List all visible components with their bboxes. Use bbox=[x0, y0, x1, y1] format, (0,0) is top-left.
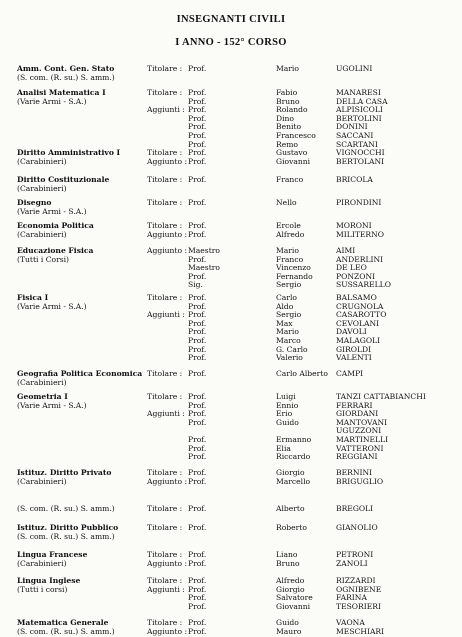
teacher-first-name: Mario bbox=[276, 327, 299, 337]
subject-name: Istituz. Diritto Pubblico bbox=[17, 523, 119, 532]
teacher-first-name: Gustavo bbox=[276, 148, 308, 157]
subject-section: (Carabinieri) bbox=[17, 230, 67, 239]
teacher-role: Titolare : bbox=[147, 148, 183, 157]
teacher-title: Prof. bbox=[188, 452, 207, 462]
subject-section: (Varie Armi - S.A.) bbox=[17, 97, 87, 106]
teacher-last-name: GIANOLIO bbox=[336, 523, 378, 532]
subject-section: (S. com. (R. su.) S. amm.) bbox=[17, 532, 115, 541]
teacher-first-name: Luigi bbox=[276, 392, 296, 401]
teacher-title: Prof. bbox=[188, 336, 207, 345]
teacher-last-name: MANARESI bbox=[336, 88, 381, 97]
teacher-last-name: ALPISICOLI bbox=[336, 105, 383, 115]
teacher-role: Aggiunti : bbox=[147, 409, 185, 419]
teacher-last-name: REGGIANI bbox=[336, 452, 378, 462]
teacher-role: Titolare : bbox=[147, 175, 183, 184]
teacher-last-name: VAONA bbox=[336, 618, 365, 627]
teacher-title: Prof. bbox=[188, 344, 207, 354]
teacher-last-name: FERRARI bbox=[336, 400, 373, 410]
teacher-last-name: GIROLDI bbox=[336, 344, 372, 354]
subject-name: Geografia Politica Economica bbox=[17, 369, 143, 378]
teacher-first-name: Erio bbox=[276, 409, 293, 419]
teacher-title: Prof. bbox=[188, 271, 207, 281]
teacher-last-name: BERNINI bbox=[336, 468, 373, 477]
teacher-first-name: Franco bbox=[276, 254, 304, 264]
teacher-last-name: BRIGUGLIO bbox=[336, 476, 384, 486]
teacher-first-name: Alfredo bbox=[276, 576, 305, 585]
subject-section: (Carabinieri) bbox=[17, 184, 67, 193]
teacher-first-name: Giorgio bbox=[276, 468, 305, 477]
teacher-first-name: Sergio bbox=[276, 280, 302, 290]
teacher-title: Prof. bbox=[188, 156, 207, 166]
teacher-title: Prof. bbox=[188, 175, 207, 184]
teacher-title: Prof. bbox=[188, 301, 207, 311]
subject-section: (Carabinieri) bbox=[17, 477, 67, 486]
teacher-role: Aggiunto : bbox=[147, 626, 188, 636]
teacher-last-name: MANTOVANI bbox=[336, 417, 388, 427]
teacher-first-name: Salvatore bbox=[276, 593, 313, 603]
teacher-title: Prof. bbox=[188, 593, 207, 603]
teacher-last-name: VATTERONI bbox=[336, 443, 384, 453]
teacher-title: Prof. bbox=[188, 626, 207, 636]
teacher-last-name: FARINA bbox=[336, 593, 367, 603]
teacher-first-name: Valerio bbox=[276, 353, 303, 363]
page-title: INSEGNANTI CIVILI bbox=[176, 14, 286, 25]
teacher-first-name: Francesco bbox=[276, 131, 316, 140]
teacher-first-name: Alberto bbox=[276, 504, 305, 513]
teacher-title: Prof. bbox=[188, 576, 207, 585]
teacher-last-name: BALSAMO bbox=[336, 293, 377, 302]
subject-section: (Tutti i corsi) bbox=[17, 585, 68, 594]
subject-name: Istituz. Diritto Privato bbox=[17, 468, 112, 477]
teacher-role: Aggiunto : bbox=[147, 476, 188, 486]
teacher-last-name: VALENTI bbox=[336, 353, 372, 363]
subject-name: Lingua Francese bbox=[17, 550, 88, 559]
subject-section: (Varie Armi - S.A.) bbox=[17, 302, 87, 311]
teacher-title: Prof. bbox=[188, 392, 207, 401]
teacher-title: Prof. bbox=[188, 443, 207, 453]
teacher-title: Prof. bbox=[188, 64, 207, 73]
teacher-title: Prof. bbox=[188, 409, 207, 419]
teacher-first-name: Marcello bbox=[276, 476, 311, 486]
teacher-last-name: MILITERNO bbox=[336, 229, 385, 239]
teacher-first-name: Rolando bbox=[276, 105, 308, 115]
teacher-first-name: G. Carlo bbox=[276, 344, 308, 354]
subject-name: Educazione Fisica bbox=[17, 246, 94, 255]
teacher-last-name: MALAGOLI bbox=[336, 336, 381, 345]
teacher-last-name: UGOLINI bbox=[336, 64, 373, 73]
teacher-title: Prof. bbox=[188, 601, 207, 611]
teacher-first-name: Roberto bbox=[276, 523, 307, 532]
subject-section: (S. com. (R. su.) S. amm.) bbox=[17, 627, 115, 636]
teacher-title: Prof. bbox=[188, 523, 207, 532]
teacher-last-name: DAVOLI bbox=[336, 327, 367, 337]
teacher-last-name: DE LEO bbox=[336, 263, 367, 273]
teacher-title: Prof. bbox=[188, 139, 207, 149]
subject-name: Analisi Matematica I bbox=[17, 88, 106, 97]
teacher-title: Prof. bbox=[188, 113, 207, 123]
teacher-last-name: MORONI bbox=[336, 221, 372, 230]
teacher-role: Titolare : bbox=[147, 618, 183, 627]
teacher-title: Prof. bbox=[188, 88, 207, 97]
teacher-title: Prof. bbox=[188, 310, 207, 320]
teacher-first-name: Bruno bbox=[276, 558, 300, 568]
teacher-first-name: Mauro bbox=[276, 626, 302, 636]
subject-section: (Carabinieri) bbox=[17, 378, 67, 387]
teacher-last-name: GIORDANI bbox=[336, 409, 379, 419]
teacher-title: Prof. bbox=[188, 105, 207, 115]
subject-name: Disegno bbox=[17, 198, 52, 207]
teacher-first-name: Mario bbox=[276, 64, 299, 73]
teacher-last-name: RIZZARDI bbox=[336, 576, 376, 585]
subject-section: (Tutti i Corsi) bbox=[17, 255, 70, 264]
subject-name: Matematica Generale bbox=[17, 618, 109, 627]
teacher-last-name: SACCANI bbox=[336, 131, 374, 140]
teacher-role: Titolare : bbox=[147, 468, 183, 477]
teacher-role: Aggiunto : bbox=[147, 246, 188, 255]
teacher-first-name: Ercole bbox=[276, 221, 301, 230]
teacher-first-name: Giovanni bbox=[276, 601, 311, 611]
teacher-role: Aggiunto : bbox=[147, 558, 188, 568]
subject-section: (S. com. (R. su.) S. amm.) bbox=[17, 504, 115, 513]
teacher-title: Prof. bbox=[188, 293, 207, 302]
teacher-last-name: BRICOLA bbox=[336, 175, 373, 184]
teacher-first-name: Guido bbox=[276, 417, 299, 427]
teacher-role: Aggiunto : bbox=[147, 156, 188, 166]
teacher-first-name: Ennio bbox=[276, 400, 299, 410]
teacher-first-name: Fernando bbox=[276, 271, 313, 281]
teacher-role: Titolare : bbox=[147, 523, 183, 532]
teacher-role: Titolare : bbox=[147, 221, 183, 230]
teacher-first-name: Franco bbox=[276, 175, 304, 184]
teacher-title: Prof. bbox=[188, 131, 207, 140]
teacher-title: Prof. bbox=[188, 435, 207, 444]
teacher-role: Titolare : bbox=[147, 576, 183, 585]
teacher-first-name: Giorgio bbox=[276, 584, 305, 594]
subject-section: (Carabinieri) bbox=[17, 559, 67, 568]
teacher-first-name: Alfredo bbox=[276, 229, 305, 239]
subject-section: (S. com. (R. su.) S. amm.) bbox=[17, 73, 115, 82]
teacher-role: Titolare : bbox=[147, 64, 183, 73]
teacher-first-name: Mario bbox=[276, 246, 299, 255]
teacher-role: Aggiunto : bbox=[147, 229, 188, 239]
teacher-role: Titolare : bbox=[147, 504, 183, 513]
teacher-title: Maestro bbox=[188, 263, 220, 273]
teacher-first-name: Carlo Alberto bbox=[276, 369, 328, 378]
teacher-title: Prof. bbox=[188, 369, 207, 378]
subject-name: Amm. Cont. Gen. Stato bbox=[17, 64, 115, 73]
subject-name: Geometria I bbox=[17, 392, 68, 401]
teacher-role: Titolare : bbox=[147, 198, 183, 207]
teacher-last-name: OGNIBENE bbox=[336, 584, 382, 594]
subject-section: (Carabinieri) bbox=[17, 157, 67, 166]
teacher-title: Prof. bbox=[188, 122, 207, 132]
teacher-last-name: CASAROTTO bbox=[336, 310, 387, 320]
teacher-title: Maestro bbox=[188, 246, 220, 255]
teacher-title: Prof. bbox=[188, 468, 207, 477]
teacher-title: Prof. bbox=[188, 96, 207, 106]
teacher-last-name: CRUGNOLA bbox=[336, 301, 384, 311]
teacher-role: Titolare : bbox=[147, 293, 183, 302]
teacher-title: Prof. bbox=[188, 417, 207, 427]
teacher-last-name: ZANOLI bbox=[336, 558, 368, 568]
teacher-title: Prof. bbox=[188, 254, 207, 264]
teacher-role: Titolare : bbox=[147, 369, 183, 378]
teacher-first-name: Fabio bbox=[276, 88, 298, 97]
teacher-first-name: Marco bbox=[276, 336, 301, 345]
teacher-first-name: Dino bbox=[276, 113, 294, 123]
teacher-title: Prof. bbox=[188, 618, 207, 627]
subject-name: Fisica I bbox=[17, 293, 49, 302]
teacher-last-name: MARTINELLI bbox=[336, 435, 389, 444]
teacher-first-name: Nello bbox=[276, 198, 297, 207]
teacher-role: Titolare : bbox=[147, 550, 183, 559]
teacher-first-name: Giovanni bbox=[276, 156, 311, 166]
teacher-title: Prof. bbox=[188, 229, 207, 239]
teacher-role: Titolare : bbox=[147, 88, 183, 97]
teacher-title: Prof. bbox=[188, 198, 207, 207]
course-heading: I ANNO - 152° CORSO bbox=[175, 37, 287, 48]
teacher-last-name: TANZI CATTABIANCHI bbox=[336, 392, 426, 401]
teacher-first-name: Aldo bbox=[276, 301, 294, 311]
teacher-role: Aggiunti : bbox=[147, 105, 185, 115]
teacher-last-name: DONINI bbox=[336, 122, 368, 132]
teacher-first-name: Benito bbox=[276, 122, 302, 132]
teacher-title: Prof. bbox=[188, 327, 207, 337]
teacher-last-name: PONZONI bbox=[336, 271, 376, 281]
teacher-title: Prof. bbox=[188, 584, 207, 594]
teacher-last-name: DELLA CASA bbox=[336, 96, 388, 106]
teacher-last-name: CAMPI bbox=[336, 369, 364, 378]
teacher-first-name: Sergio bbox=[276, 310, 302, 320]
teacher-last-name: BERTOLINI bbox=[336, 113, 382, 123]
subject-name: Lingua Inglese bbox=[17, 576, 81, 585]
teacher-first-name: Carlo bbox=[276, 293, 297, 302]
subject-name: Diritto Amministrativo I bbox=[17, 148, 121, 157]
teacher-title: Prof. bbox=[188, 550, 207, 559]
teacher-last-name: BERTOLANI bbox=[336, 156, 385, 166]
teacher-first-name: Guido bbox=[276, 618, 299, 627]
teacher-last-name: UGUZZONI bbox=[336, 426, 382, 436]
teacher-title: Prof. bbox=[188, 318, 207, 328]
subject-name: Diritto Costituzionale bbox=[17, 175, 110, 184]
teacher-last-name: PETRONI bbox=[336, 550, 374, 559]
teacher-last-name: AIMI bbox=[336, 246, 356, 255]
teacher-first-name: Ermanno bbox=[276, 435, 312, 444]
teacher-last-name: PIRONDINI bbox=[336, 198, 382, 207]
teacher-first-name: Elia bbox=[276, 443, 291, 453]
teacher-title: Prof. bbox=[188, 504, 207, 513]
teacher-last-name: CEVOLANI bbox=[336, 318, 380, 328]
teacher-title: Prof. bbox=[188, 221, 207, 230]
teacher-first-name: Max bbox=[276, 318, 293, 328]
teacher-last-name: TESORIERI bbox=[336, 601, 382, 611]
teacher-title: Prof. bbox=[188, 476, 207, 486]
teacher-role: Aggiunti : bbox=[147, 310, 185, 320]
teacher-title: Prof. bbox=[188, 558, 207, 568]
teacher-role: Aggiunti : bbox=[147, 584, 185, 594]
teacher-first-name: Bruno bbox=[276, 96, 300, 106]
subject-name: Economia Politica bbox=[17, 221, 94, 230]
teacher-last-name: BREGOLI bbox=[336, 504, 374, 513]
teacher-first-name: Remo bbox=[276, 139, 298, 149]
teacher-title: Sig. bbox=[188, 280, 203, 290]
teacher-last-name: VIGNOCCHI bbox=[336, 148, 385, 157]
teacher-role: Titolare : bbox=[147, 392, 183, 401]
subject-section: (Varie Armi - S.A.) bbox=[17, 207, 87, 216]
subject-section: (Varie Armi - S.A.) bbox=[17, 401, 87, 410]
teacher-first-name: Vincenzo bbox=[276, 263, 311, 273]
teacher-last-name: MESCHIARI bbox=[336, 626, 385, 636]
teacher-title: Prof. bbox=[188, 400, 207, 410]
teacher-last-name: SUSSARELLO bbox=[336, 280, 391, 290]
teacher-last-name: SCARTANI bbox=[336, 139, 378, 149]
teacher-title: Prof. bbox=[188, 148, 207, 157]
teacher-last-name: ANDERLINI bbox=[336, 254, 384, 264]
teacher-first-name: Liano bbox=[276, 550, 298, 559]
teacher-first-name: Riccardo bbox=[276, 452, 311, 462]
teacher-title: Prof. bbox=[188, 353, 207, 363]
